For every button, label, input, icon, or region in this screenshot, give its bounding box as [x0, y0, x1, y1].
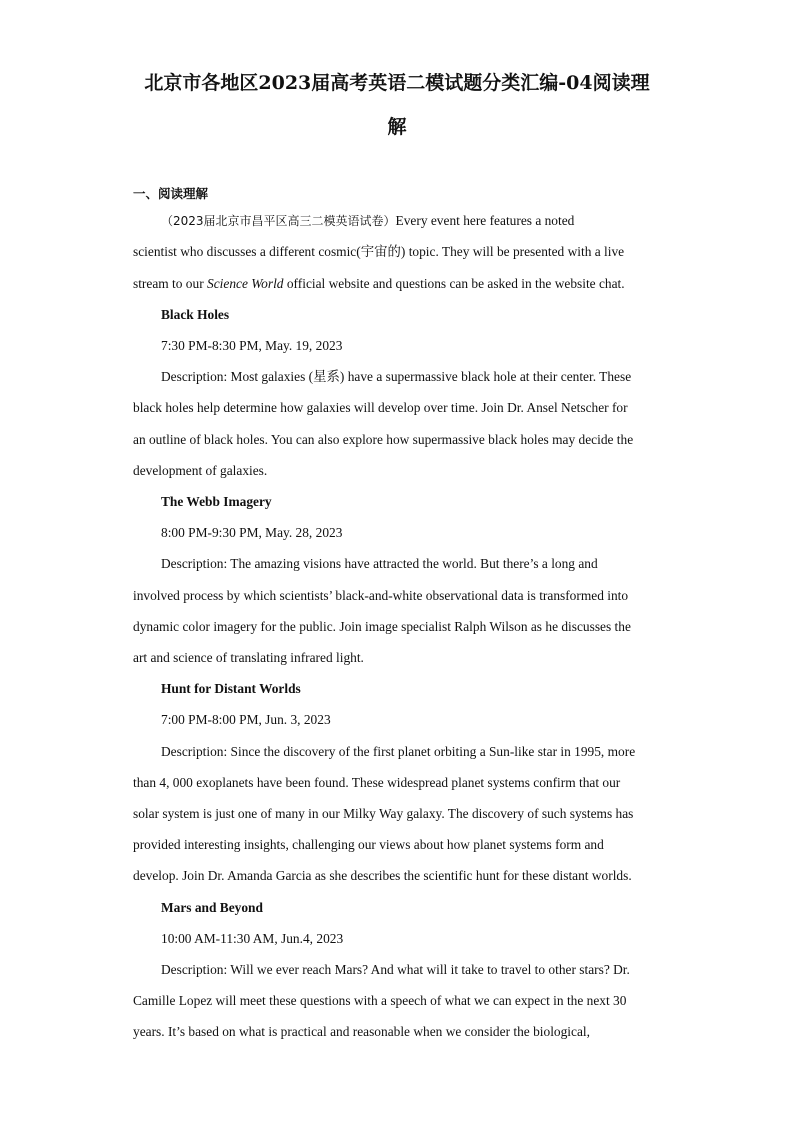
- event-description-line: Description: The amazing visions have attracted the world. But there’s a long and: [161, 556, 598, 571]
- event-description-line: solar system is just one of many in our Milky Way galaxy. The discovery of such systems has: [133, 806, 634, 821]
- event-time: 10:00 AM-11:30 AM, Jun.4, 2023: [161, 931, 344, 946]
- event-heading: The Webb Imagery: [161, 494, 272, 509]
- event-description-line: years. It’s based on what is practical and reasonable when we consider the biological,: [133, 1024, 590, 1039]
- section-heading: 一、阅读理解: [133, 186, 209, 201]
- event-description-line: an outline of black holes. You can also explore how supermassive black holes may decide the: [133, 432, 634, 447]
- event-heading: Black Holes: [161, 307, 230, 322]
- event-description-line: dynamic color imagery for the public. Join image specialist Ralph Wilson as he discusses the: [133, 619, 631, 634]
- document-title-line-2: 解: [387, 116, 407, 138]
- event-description-line: art and science of translating infrared light.: [133, 650, 364, 665]
- event-description-line: Description: Will we ever reach Mars? And what will it take to travel to other stars? Dr.: [161, 962, 630, 977]
- event-description-line: Description: Since the discovery of the first planet orbiting a Sun-like star in 1995, more: [161, 744, 636, 759]
- event-description-line: development of galaxies.: [133, 463, 268, 478]
- event-heading: Hunt for Distant Worlds: [161, 681, 301, 696]
- science-world-name: Science World: [207, 276, 284, 291]
- intro-text-1: Every event here features a noted: [395, 213, 575, 228]
- event-description-line: provided interesting insights, challenging our views about how planet systems form and: [133, 837, 604, 852]
- event-description-line: involved process by which scientists’ black-and-white observational data is transformed into: [133, 588, 629, 603]
- event-description-line: develop. Join Dr. Amanda Garcia as she describes the scientific hunt for these distant worlds.: [133, 868, 632, 883]
- event-description-line: black holes help determine how galaxies will develop over time. Join Dr. Ansel Netscher for: [133, 400, 628, 415]
- event-description-line: Description: Most galaxies (星系) have a supermassive black hole at their center. These: [161, 369, 632, 384]
- event-description-line: Camille Lopez will meet these questions with a speech of what we can expect in the next 30: [133, 993, 627, 1008]
- event-time: 8:00 PM-9:30 PM, May. 28, 2023: [161, 525, 343, 540]
- intro-line-1: [161, 212, 574, 230]
- event-time: 7:00 PM-8:00 PM, Jun. 3, 2023: [161, 712, 331, 727]
- event-heading: Mars and Beyond: [161, 900, 263, 915]
- event-description-line: than 4, 000 exoplanets have been found. These widespread planet systems confirm that our: [133, 775, 621, 790]
- intro-line-2: scientist who discusses a different cosmic(宇宙的) topic. They will be presented with a live: [133, 244, 625, 259]
- event-time: 7:30 PM-8:30 PM, May. 19, 2023: [161, 338, 343, 353]
- intro-source: （2023届北京市昌平区高三二模英语试卷）: [161, 214, 396, 228]
- intro-line-3-post: official website and questions can be asked in the website chat.: [283, 276, 625, 291]
- document-title-line-1: 北京市各地区2023届高考英语二模试题分类汇编-04阅读理: [144, 72, 650, 94]
- intro-line-3-pre: stream to our: [133, 276, 208, 291]
- intro-line-3: [133, 275, 625, 293]
